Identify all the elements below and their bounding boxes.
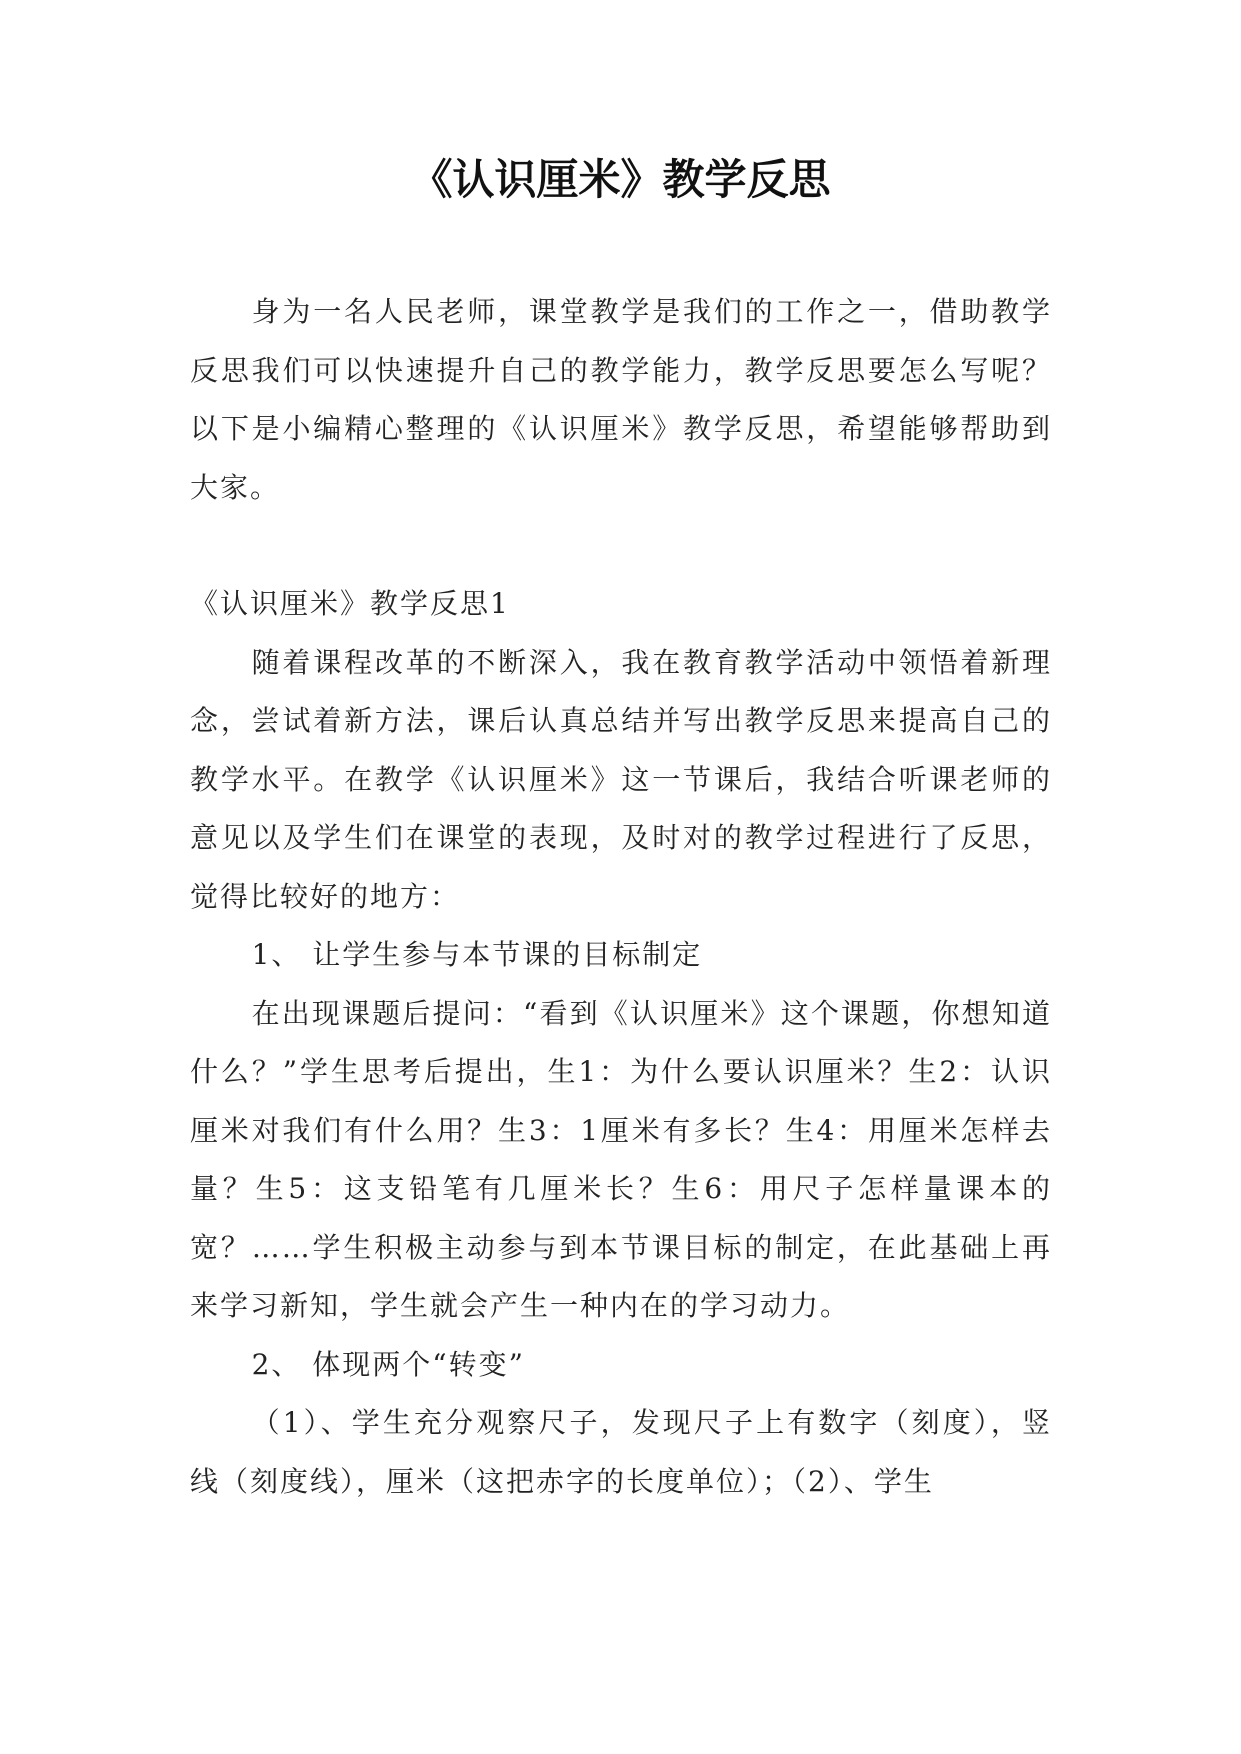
numbered-point-heading: 1、 让学生参与本节课的目标制定 (251, 938, 703, 971)
numbered-point-heading: 2、 体现两个“转变” (251, 1347, 525, 1381)
body-paragraph: 在出现课题后提问：“看到《认识厘米》这个课题，你想知道什么？”学生思考后提出，生1：为什么要认识厘米？生2：认识厘米对我们有什么用？生3：1厘米有多长？生4：用厘米怎样去量？生5：这支铅笔有几厘米长？生6：用尺子怎样量课本的宽？……学生积极主动参与到本节课目标的制定，在此基础上再来学习新知，学生就会产生一种内在的学习动力。 (190, 996, 1052, 1322)
section-spacer (190, 517, 1052, 575)
body-paragraph: 随着课程改革的不断深入，我在教育教学活动中领悟着新理念，尝试着新方法，课后认真总结并写出教学反思来提高自己的教学水平。在教学《认识厘米》这一节课后，我结合听课老师的意见以及学生们在课堂的表现，及时对的教学过程进行了反思，觉得比较好的地方： (190, 645, 1052, 913)
document-body (190, 283, 1052, 1511)
section-heading: 《认识厘米》教学反思1 (190, 587, 510, 620)
document-title: 《认识厘米》教学反思 (410, 155, 831, 204)
intro-paragraph: 身为一名人民老师，课堂教学是我们的工作之一，借助教学反思我们可以快速提升自己的教学能力，教学反思要怎么写呢？以下是小编精心整理的《认识厘米》教学反思，希望能够帮助到大家。 (190, 295, 1052, 504)
body-paragraph: （1）、学生充分观察尺子，发现尺子上有数字（刻度），竖线（刻度线），厘米（这把赤字的长度单位）；（2）、学生 (190, 1406, 1052, 1498)
